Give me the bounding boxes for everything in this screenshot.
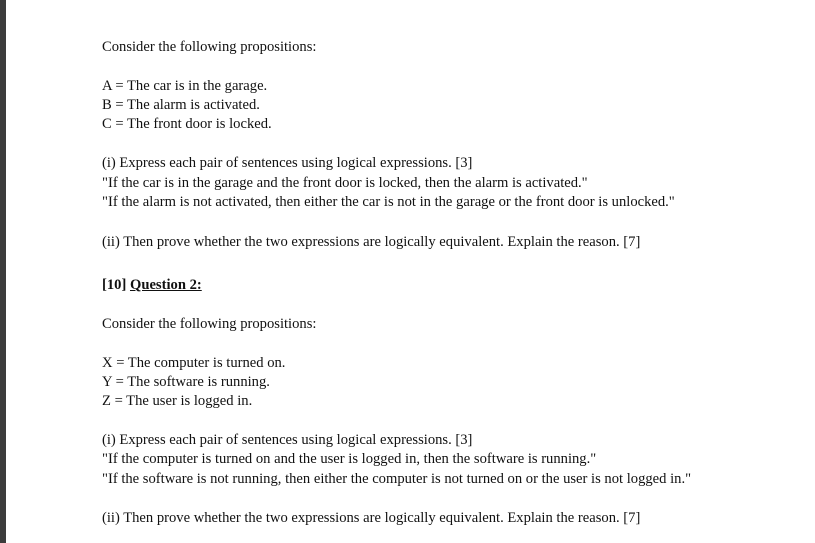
q2-title: Question 2: [129,277,202,293]
q2-sentence-1: "If the computer is turned on and the user is logged in, then the software is running." [102,451,597,467]
q2-prop-y: Y = The software is running. [102,374,270,390]
q1-prop-a: A = The car is in the garage. [102,78,268,94]
q2-sentence-2: "If the software is not running, then either the computer is not turned on or the user is not logged in." [102,471,692,487]
q2-marks: [10] [102,277,127,293]
q1-sentence-2: "If the alarm is not activated, then either the car is not in the garage or the front door is unlocked." [102,194,675,210]
q1-sentence-1: "If the car is in the garage and the front door is locked, then the alarm is activated." [102,175,588,191]
q1-prop-c: C = The front door is locked. [102,116,272,132]
q1-intro: Consider the following propositions: [102,39,317,55]
q2-prop-x: X = The computer is turned on. [102,355,286,371]
document-page [6,0,815,543]
q1-part-i: (i) Express each pair of sentences using logical expressions. [3] [102,155,473,171]
q2-heading [102,276,202,294]
q1-prop-b: B = The alarm is activated. [102,97,260,113]
q1-part-ii: (ii) Then prove whether the two expressions are logically equivalent. Explain the reason. [7] [102,234,641,250]
q2-intro: Consider the following propositions: [102,316,317,332]
q2-part-ii: (ii) Then prove whether the two expressions are logically equivalent. Explain the reason. [7] [102,510,641,526]
q2-part-i: (i) Express each pair of sentences using logical expressions. [3] [102,432,473,448]
q2-prop-z: Z = The user is logged in. [102,393,253,409]
